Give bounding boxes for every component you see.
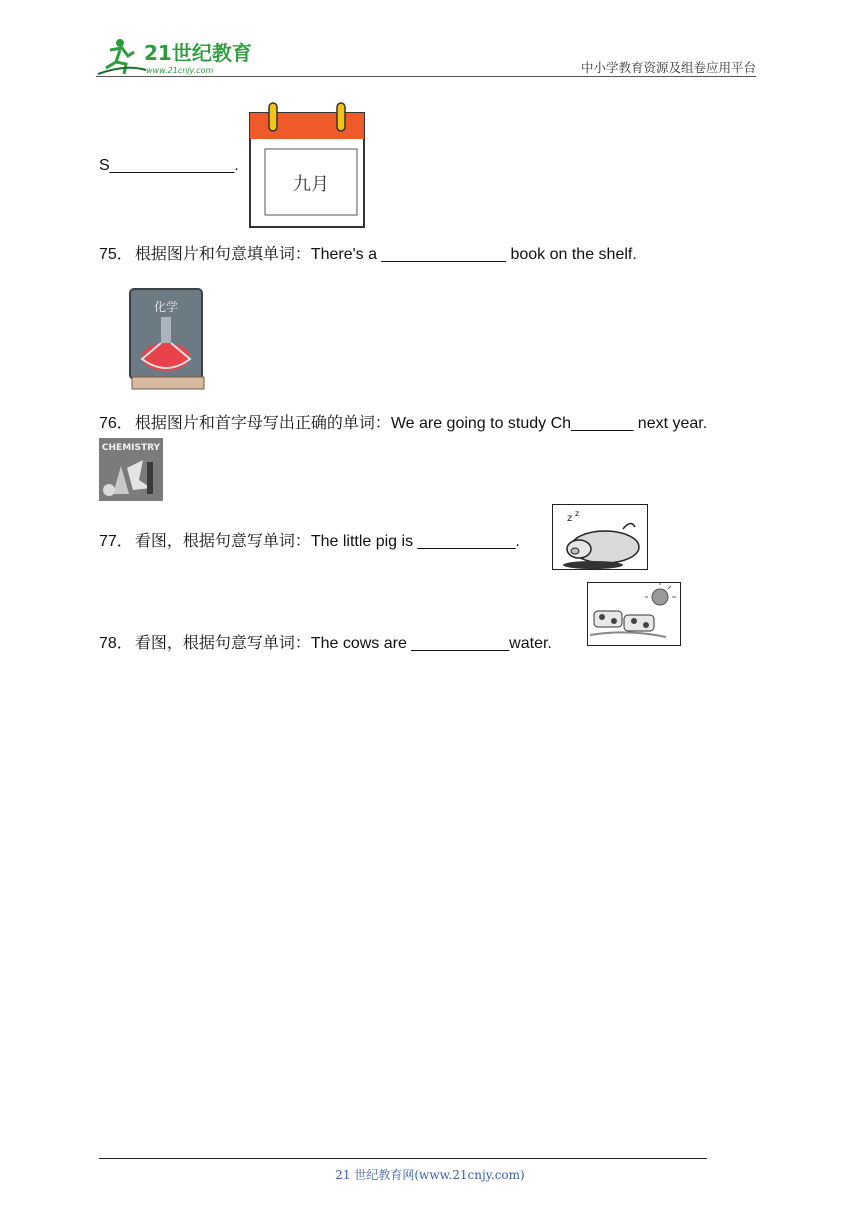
question-77-text: 看图，根据句意写单词：The little pig is ___________.	[134, 533, 520, 550]
svg-text:21世纪教育: 21世纪教育	[144, 41, 252, 65]
calendar-picture	[249, 101, 365, 229]
question-75-text: 根据图片和句意填单词：There's a ______________ book on the shelf.	[134, 246, 637, 263]
footer-site-text: 21 世纪教育网(www.21cnjy.com)	[335, 1168, 525, 1182]
header-divider	[96, 76, 756, 77]
question-77	[99, 528, 520, 551]
chemistry-cover-picture	[99, 438, 163, 501]
header-platform-text: 中小学教育资源及组卷应用平台	[580, 60, 756, 75]
question-78-number: 78．	[99, 635, 133, 652]
svg-text:z: z	[567, 513, 573, 524]
q74-answer-line: S______________.	[99, 157, 239, 174]
question-75-number: 75．	[99, 246, 133, 263]
question-77-number: 77．	[99, 533, 133, 550]
question-76	[99, 410, 707, 433]
question-75	[99, 241, 637, 264]
page-header	[96, 30, 756, 78]
question-76-text: 根据图片和首字母写出正确的单词：We are going to study Ch_______ next year.	[134, 415, 708, 432]
calendar-month-label: 九月	[293, 174, 329, 195]
question-78	[99, 630, 552, 653]
cows-drinking-picture	[587, 582, 681, 646]
footer-divider	[99, 1158, 707, 1159]
runner-head-icon	[116, 39, 124, 47]
chemistry-cover-title: CHEMISTRY	[101, 443, 161, 453]
sleeping-pig-picture	[552, 504, 648, 570]
svg-text:z: z	[575, 509, 580, 518]
question-78-text: 看图，根据句意写单词：The cows are ___________water.	[134, 635, 552, 652]
svg-text:www.21cnjy.com: www.21cnjy.com	[146, 66, 214, 75]
question-76-number: 76．	[99, 415, 133, 432]
chemistry-book-picture	[128, 287, 206, 393]
site-logo	[96, 34, 266, 78]
book-cover-title: 化学	[153, 300, 179, 314]
